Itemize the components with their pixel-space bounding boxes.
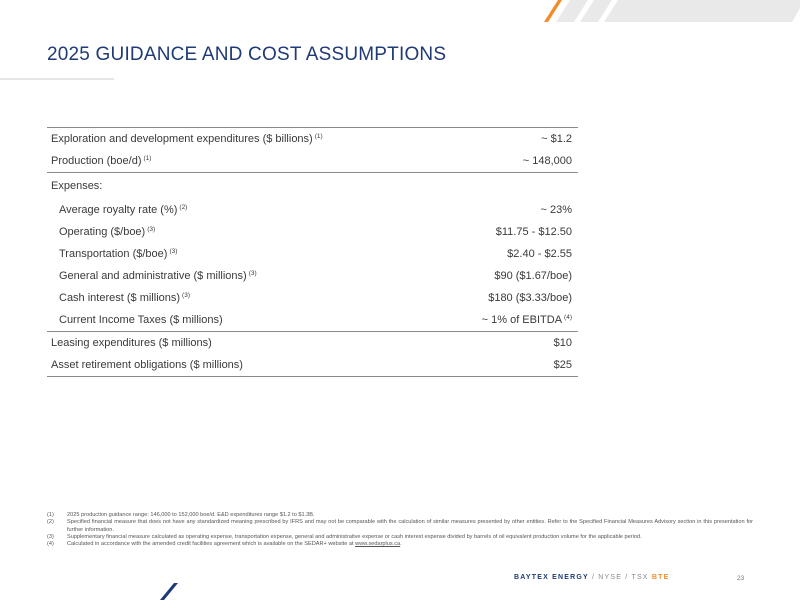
ticker-symbol: BTE xyxy=(651,574,670,581)
footnote-number: (3) xyxy=(47,533,54,540)
table-row xyxy=(47,243,578,265)
table-row xyxy=(47,354,578,377)
exchange-label: NYSE / TSX xyxy=(598,574,649,581)
footer-brand xyxy=(514,574,669,581)
footnote xyxy=(47,512,753,519)
footnotes xyxy=(47,512,753,548)
row-value xyxy=(440,173,578,200)
footnote-text: Specified financial measure that does not have any standardized meaning prescribed by IFRS and may not be comparable with the calculation of similar measures presented by other entities. Refer to the Specified Financial Measures Advisory section in this presentation for further information. xyxy=(67,519,753,533)
row-value: $180 ($3.33/boe) xyxy=(488,292,572,304)
guidance-table xyxy=(47,127,578,377)
grey-stripe xyxy=(604,0,800,22)
table-row xyxy=(47,332,578,355)
row-label: Exploration and development expenditures ($ billions) $^{(1)}$ xyxy=(47,128,440,151)
table-row xyxy=(47,309,578,332)
page-title: 2025 GUIDANCE AND COST ASSUMPTIONS xyxy=(47,44,447,65)
row-label: Average royalty rate (%) $^{(2)}$ xyxy=(59,204,188,216)
page-number: 23 xyxy=(737,575,745,582)
sedar-link[interactable]: www.sedarplus.ca xyxy=(355,541,401,548)
row-value: ~ 23% xyxy=(540,204,572,216)
row-value: $25 xyxy=(440,354,578,377)
row-label: Leasing expenditures ($ millions) xyxy=(47,332,440,355)
footnote xyxy=(47,519,753,534)
row-value: $2.40 - $2.55 xyxy=(507,248,572,260)
footer-slash-decoration xyxy=(160,583,180,600)
footnote-text: 2025 production guidance range: 146,000 to 152,000 boe/d. E&D expenditures range $1.2 to $1.3B. xyxy=(67,512,315,518)
row-label: Transportation ($/boe) $^{(3)}$ xyxy=(59,248,178,260)
table-row xyxy=(47,287,578,309)
table-row xyxy=(47,150,578,173)
row-label: General and administrative ($ millions) $^{(3)}$ xyxy=(59,270,257,282)
table-row xyxy=(47,221,578,243)
table-row xyxy=(47,199,578,221)
header-decoration xyxy=(530,0,800,22)
footnote-text: Calculated in accordance with the amended credit facilities agreement which is available on the SEDAR+ website at www.sedarplus.ca. xyxy=(67,541,402,548)
footnote-number: (2) xyxy=(47,519,54,526)
footnote xyxy=(47,541,753,548)
section-label-expenses: Expenses: xyxy=(47,173,440,200)
footnote-number: (1) xyxy=(47,512,54,518)
title-underline xyxy=(0,78,114,80)
row-label: Production (boe/d) $^{(1)}$ xyxy=(51,155,152,167)
table-row xyxy=(47,265,578,287)
row-label: Operating ($/boe) $^{(3)}$ xyxy=(59,226,156,238)
row-value: ~ $1.2 xyxy=(440,128,578,151)
table-row xyxy=(47,173,578,200)
footnote-number: (4) xyxy=(47,541,54,548)
row-value: $10 xyxy=(440,332,578,355)
row-value: ~ 148,000 xyxy=(522,155,572,167)
row-label: Cash interest ($ millions) $^{(3)}$ xyxy=(59,292,190,304)
footnote-text: Supplementary financial measure calculated as operating expense, transportation expense, general and administrative expense or cash interest expense divided by barrels of oil equivalent production volume for the applicable period. xyxy=(67,533,642,540)
row-value: ~ 1% of EBITDA $^{(4)}$ xyxy=(481,314,572,326)
table-row xyxy=(47,128,578,151)
row-value: $11.75 - $12.50 xyxy=(495,226,572,238)
footnote xyxy=(47,534,753,541)
company-name: BAYTEX ENERGY xyxy=(514,574,589,581)
footer-separator: / xyxy=(588,574,599,581)
row-label: Current Income Taxes ($ millions) xyxy=(59,314,223,326)
row-label: Asset retirement obligations ($ millions) xyxy=(47,354,440,377)
row-value: $90 ($1.67/boe) xyxy=(494,270,572,282)
